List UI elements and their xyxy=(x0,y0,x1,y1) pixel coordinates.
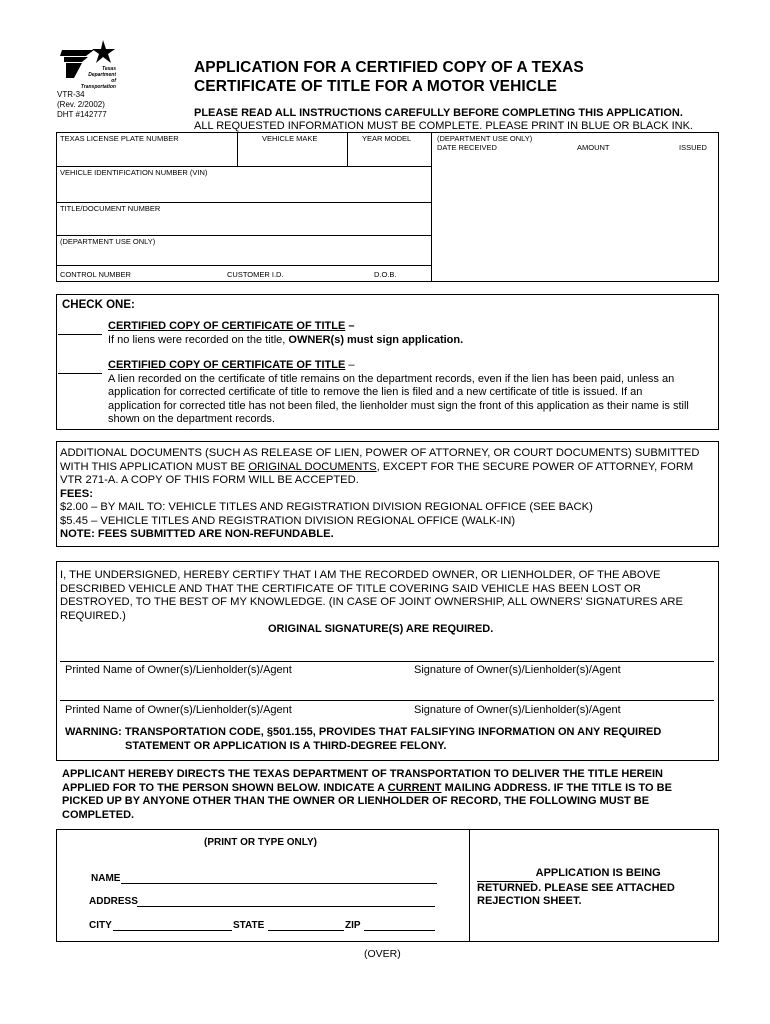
signature-line-1[interactable] xyxy=(60,661,714,662)
form-rev: (Rev. 2/2002) xyxy=(57,100,105,109)
docs-line1: ADDITIONAL DOCUMENTS (SUCH AS RELEASE OF LIEN, POWER OF ATTORNEY, OR COURT DOCUMENTS) SUBMITTED xyxy=(60,447,700,459)
form-id xyxy=(57,90,107,120)
rejection-line3: REJECTION SHEET. xyxy=(477,895,582,907)
docs-line2a: WITH THIS APPLICATION MUST BE xyxy=(60,460,249,473)
directs-line1: APPLICANT HEREBY DIRECTS THE TEXAS DEPARTMENT OF TRANSPORTATION TO DELIVER THE TITLE HEREIN xyxy=(62,768,663,780)
title-line2: CERTIFICATE OF TITLE FOR A MOTOR VEHICLE xyxy=(194,78,558,95)
option2-line4: shown on the department records. xyxy=(108,413,275,425)
address-label: ADDRESS xyxy=(89,896,138,907)
amount-label: AMOUNT xyxy=(577,143,610,152)
txdot-logo xyxy=(56,40,118,88)
control-number-label: CONTROL NUMBER xyxy=(60,270,131,279)
printed-name-label-1: Printed Name of Owner(s)/Lienholder(s)/Agent xyxy=(65,664,292,676)
option1-dash: – xyxy=(345,320,355,332)
docs-line2c: , EXCEPT FOR THE SECURE POWER OF ATTORNEY, FORM xyxy=(376,460,694,473)
rejection-line1: APPLICATION IS BEING xyxy=(535,867,661,879)
title-document-number-field[interactable]: TITLE/DOCUMENT NUMBER xyxy=(60,204,161,213)
logo-line1: Texas xyxy=(102,66,116,72)
form-dht: DHT #142777 xyxy=(57,110,107,119)
certify-line4: REQUIRED.) xyxy=(60,609,126,622)
directs-line4: COMPLETED. xyxy=(62,808,135,821)
directs-current: CURRENT xyxy=(387,781,442,794)
form-code: VTR-34 xyxy=(57,90,85,99)
fees-heading: FEES: xyxy=(60,487,93,500)
signature-line-2[interactable] xyxy=(60,700,714,701)
rejection-notice xyxy=(477,867,675,909)
logo-line3: of Transportation xyxy=(80,78,116,90)
option2-line2: application for corrected certificate of title to remove the lien is filed and a new certificate of title is issued. If an xyxy=(108,386,643,398)
signature-label-2: Signature of Owner(s)/Lienholder(s)/Agent xyxy=(414,704,621,716)
fees-note: NOTE: FEES SUBMITTED ARE NON-REFUNDABLE. xyxy=(60,528,334,540)
certify-line2: DESCRIBED VEHICLE AND THAT THE CERTIFICATE OF TITLE COVERING SAID VEHICLE HAS BEEN LOST OR xyxy=(60,582,641,595)
certification-text xyxy=(60,569,683,623)
print-type-only: (PRINT OR TYPE ONLY) xyxy=(204,837,317,848)
plate-number-field[interactable]: TEXAS LICENSE PLATE NUMBER xyxy=(60,134,179,143)
signature-required: ORIGINAL SIGNATURE(S) ARE REQUIRED. xyxy=(268,623,494,635)
dept-use-label-2: (DEPARTMENT USE ONLY) xyxy=(60,237,156,246)
option2-title: CERTIFIED COPY OF CERTIFICATE OF TITLE xyxy=(108,359,346,371)
name-label: NAME xyxy=(91,873,121,884)
option1-text xyxy=(108,320,463,347)
zip-field[interactable] xyxy=(364,930,435,931)
documents-text xyxy=(60,447,699,542)
warning-line2: STATEMENT OR APPLICATION IS A THIRD-DEGREE FELONY. xyxy=(125,739,447,752)
rejection-checkbox[interactable] xyxy=(477,867,533,882)
docs-line3: VTR 271-A. A COPY OF THIS FORM WILL BE ACCEPTED. xyxy=(60,474,359,486)
issued-label: ISSUED xyxy=(679,143,707,152)
printed-name-label-2: Printed Name of Owner(s)/Lienholder(s)/Agent xyxy=(65,704,292,716)
option1-checkbox[interactable] xyxy=(58,320,102,335)
customer-id-label: CUSTOMER I.D. xyxy=(227,270,284,279)
over-label: (OVER) xyxy=(364,948,401,960)
address-field[interactable] xyxy=(137,906,435,907)
docs-line2-original: ORIGINAL DOCUMENTS xyxy=(248,460,377,473)
option2-line1: A lien recorded on the certificate of title remains on the department records, even if the lien has been paid, unless an xyxy=(108,372,675,385)
vin-field[interactable]: VEHICLE IDENTIFICATION NUMBER (VIN) xyxy=(60,168,208,177)
option2-dash: – xyxy=(345,359,355,371)
option2-text xyxy=(108,359,689,427)
directs-line3: PICKED UP BY ANYONE OTHER THAN THE OWNER OR LIENHOLDER OF RECORD, THE FOLLOWING MUST BE xyxy=(62,795,650,807)
title-line1: APPLICATION FOR A CERTIFIED COPY OF A TEXAS xyxy=(194,59,584,76)
state-field[interactable] xyxy=(268,930,344,931)
page-title xyxy=(194,58,584,96)
option1-title: CERTIFIED COPY OF CERTIFICATE OF TITLE xyxy=(108,320,346,332)
option2 xyxy=(58,359,102,374)
date-received-label: DATE RECEIVED xyxy=(437,143,497,152)
option1-desc: If no liens were recorded on the title, xyxy=(108,333,289,346)
instructions-line2: ALL REQUESTED INFORMATION MUST BE COMPLETE. PLEASE PRINT IN BLUE OR BLACK INK. xyxy=(194,120,693,132)
certify-line3: DESTROYED, TO THE BEST OF MY KNOWLEDGE. (IN CASE OF JOINT OWNERSHIP, ALL OWNERS' SIGNATURES ARE xyxy=(60,596,683,608)
dob-label: D.O.B. xyxy=(374,270,397,279)
name-field[interactable] xyxy=(121,883,437,884)
check-one-heading: CHECK ONE: xyxy=(62,299,135,311)
zip-label: ZIP xyxy=(345,920,361,931)
vehicle-make-field[interactable]: VEHICLE MAKE xyxy=(262,134,318,143)
logo-line2: Department xyxy=(88,72,116,78)
option1 xyxy=(58,320,102,335)
fee-walkin: $5.45 – VEHICLE TITLES AND REGISTRATION DIVISION REGIONAL OFFICE (WALK-IN) xyxy=(60,514,516,527)
city-label: CITY xyxy=(89,920,112,931)
directs-line2a: APPLIED FOR TO THE PERSON SHOWN BELOW. INDICATE A xyxy=(62,781,388,794)
option2-line3: application for corrected title has not been filed, the lienholder must sign the front of this application as their name is still xyxy=(108,399,689,412)
warning-text xyxy=(65,726,661,753)
option2-checkbox[interactable] xyxy=(58,359,102,374)
city-field[interactable] xyxy=(113,930,232,931)
warning-line1: WARNING: TRANSPORTATION CODE, §501.155, PROVIDES THAT FALSIFYING INFORMATION ON ANY REQUIRED xyxy=(65,726,662,738)
state-label: STATE xyxy=(233,920,265,931)
dept-use-label: (DEPARTMENT USE ONLY) xyxy=(437,134,533,143)
signature-label-1: Signature of Owner(s)/Lienholder(s)/Agent xyxy=(414,664,621,676)
certify-line1: I, THE UNDERSIGNED, HEREBY CERTIFY THAT I AM THE RECORDED OWNER, OR LIENHOLDER, OF THE ABOVE xyxy=(60,569,661,581)
rejection-line2: RETURNED. PLEASE SEE ATTACHED xyxy=(477,881,675,894)
directs-line2c: MAILING ADDRESS. IF THE TITLE IS TO BE xyxy=(441,781,672,794)
delivery-directions xyxy=(62,768,672,822)
instructions xyxy=(194,107,693,133)
option1-desc-bold: OWNER(s) must sign application. xyxy=(288,333,464,346)
instructions-line1: PLEASE READ ALL INSTRUCTIONS CAREFULLY BEFORE COMPLETING THIS APPLICATION. xyxy=(194,107,683,119)
year-model-field[interactable]: YEAR MODEL xyxy=(362,134,412,143)
fee-mail: $2.00 – BY MAIL TO: VEHICLE TITLES AND REGISTRATION DIVISION REGIONAL OFFICE (SEE BACK) xyxy=(60,501,593,513)
